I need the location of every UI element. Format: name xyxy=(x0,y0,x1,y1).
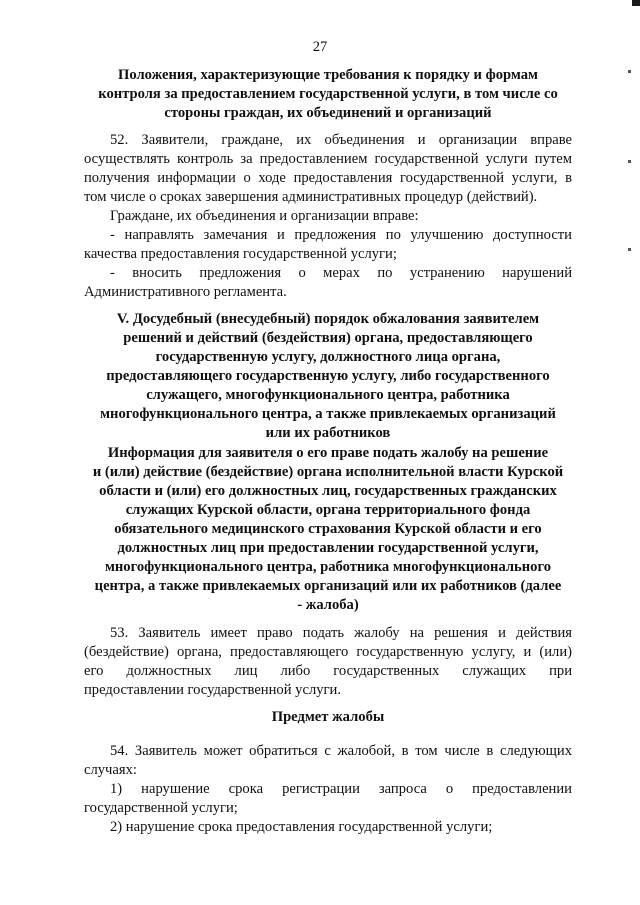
scan-edge-mark xyxy=(632,0,640,6)
heading-line: или их работников xyxy=(265,425,391,441)
text-line: случаях: xyxy=(84,762,137,778)
heading-line: государственную услугу, должностного лица органа, xyxy=(155,349,501,365)
text-line: 1) нарушение срока регистрации запроса о предоставлении xyxy=(110,781,572,797)
heading-line: многофункционального центра, а также привлекаемых организаций xyxy=(100,406,556,422)
text-line: - направлять замечания и предложения по улучшению доступности xyxy=(110,227,572,243)
heading-line: стороны граждан, их объединений и организаций xyxy=(164,105,492,121)
heading-line: Информация для заявителя о его праве подать жалобу на решение xyxy=(107,445,549,461)
subject-heading: Предмет жалобы xyxy=(271,709,385,725)
heading-line: центра, а также привлекаемых организаций или их работников (далее xyxy=(94,578,562,594)
text-line: - вносить предложения о мерах по устранению нарушений xyxy=(110,265,572,281)
heading-line: обязательного медицинского страхования Курской области и его xyxy=(114,521,542,537)
rights-intro: Граждане, их объединения и организации вправе: xyxy=(110,208,419,224)
list-item-2: 2) нарушение срока предоставления государственной услуги; xyxy=(110,819,493,835)
heading-line: решений и действий (бездействия) органа, предоставляющего xyxy=(123,330,533,346)
text-line: государственной услуги; xyxy=(84,800,238,816)
text-line: (бездействие) органа, предоставляющего государственную услугу, и (или) xyxy=(84,644,572,660)
text-line: качества предоставления государственной услуги; xyxy=(84,246,397,262)
list-item-1 xyxy=(84,780,572,818)
heading-line: V. Досудебный (внесудебный) порядок обжалования заявителем xyxy=(116,311,540,327)
heading-line: контроля за предоставлением государственной услуги, в том числе со xyxy=(98,86,558,102)
bullet-item-2 xyxy=(84,264,572,302)
heading-line: служащего, многофункционального центра, работника xyxy=(146,387,510,403)
text-line: его должностных лиц либо государственных служащих при xyxy=(84,663,572,679)
heading-line: области и (или) его должностных лиц, государственных гражданских xyxy=(99,483,557,499)
paragraph-52 xyxy=(84,131,572,207)
heading-line: должностных лиц при предоставлении государственной услуги, xyxy=(117,540,539,556)
text-line: 54. Заявитель может обратиться с жалобой, в том числе в следующих xyxy=(110,743,572,759)
text-line: Административного регламента. xyxy=(84,284,287,300)
paragraph-53 xyxy=(84,624,572,700)
heading-line: многофункционального центра, работника многофункционального xyxy=(104,559,552,575)
text-line: 53. Заявитель имеет право подать жалобу на решения и действия xyxy=(110,625,572,641)
heading-line: предоставляющего государственную услугу, либо государственного xyxy=(106,368,550,384)
bullet-item-1 xyxy=(84,226,572,264)
text-line: том числе о сроках завершения административных процедур (действий). xyxy=(84,189,538,205)
paragraph-54 xyxy=(84,742,572,780)
text-line: осуществлять контроль за предоставлением государственной услуги путем xyxy=(84,151,572,167)
heading-line: Положения, характеризующие требования к порядку и формам xyxy=(118,67,538,83)
heading-line: и (или) действие (бездействие) органа исполнительной власти Курской xyxy=(92,464,564,480)
section-heading-control xyxy=(84,66,572,123)
scan-speck xyxy=(628,70,631,73)
scan-speck xyxy=(628,160,631,163)
page-number: 27 xyxy=(312,39,328,55)
heading-line: - жалоба) xyxy=(297,597,359,613)
complaint-info-heading xyxy=(84,444,572,615)
section-v-heading xyxy=(84,310,572,443)
scan-speck xyxy=(628,248,631,251)
text-line: 52. Заявители, граждане, их объединения и организации вправе xyxy=(110,132,572,148)
text-line: предоставлении государственной услуги. xyxy=(84,682,341,698)
text-line: получения информации о ходе предоставления государственной услуги, в xyxy=(84,170,572,186)
heading-line: служащих Курской области, органа территориального фонда xyxy=(125,502,531,518)
